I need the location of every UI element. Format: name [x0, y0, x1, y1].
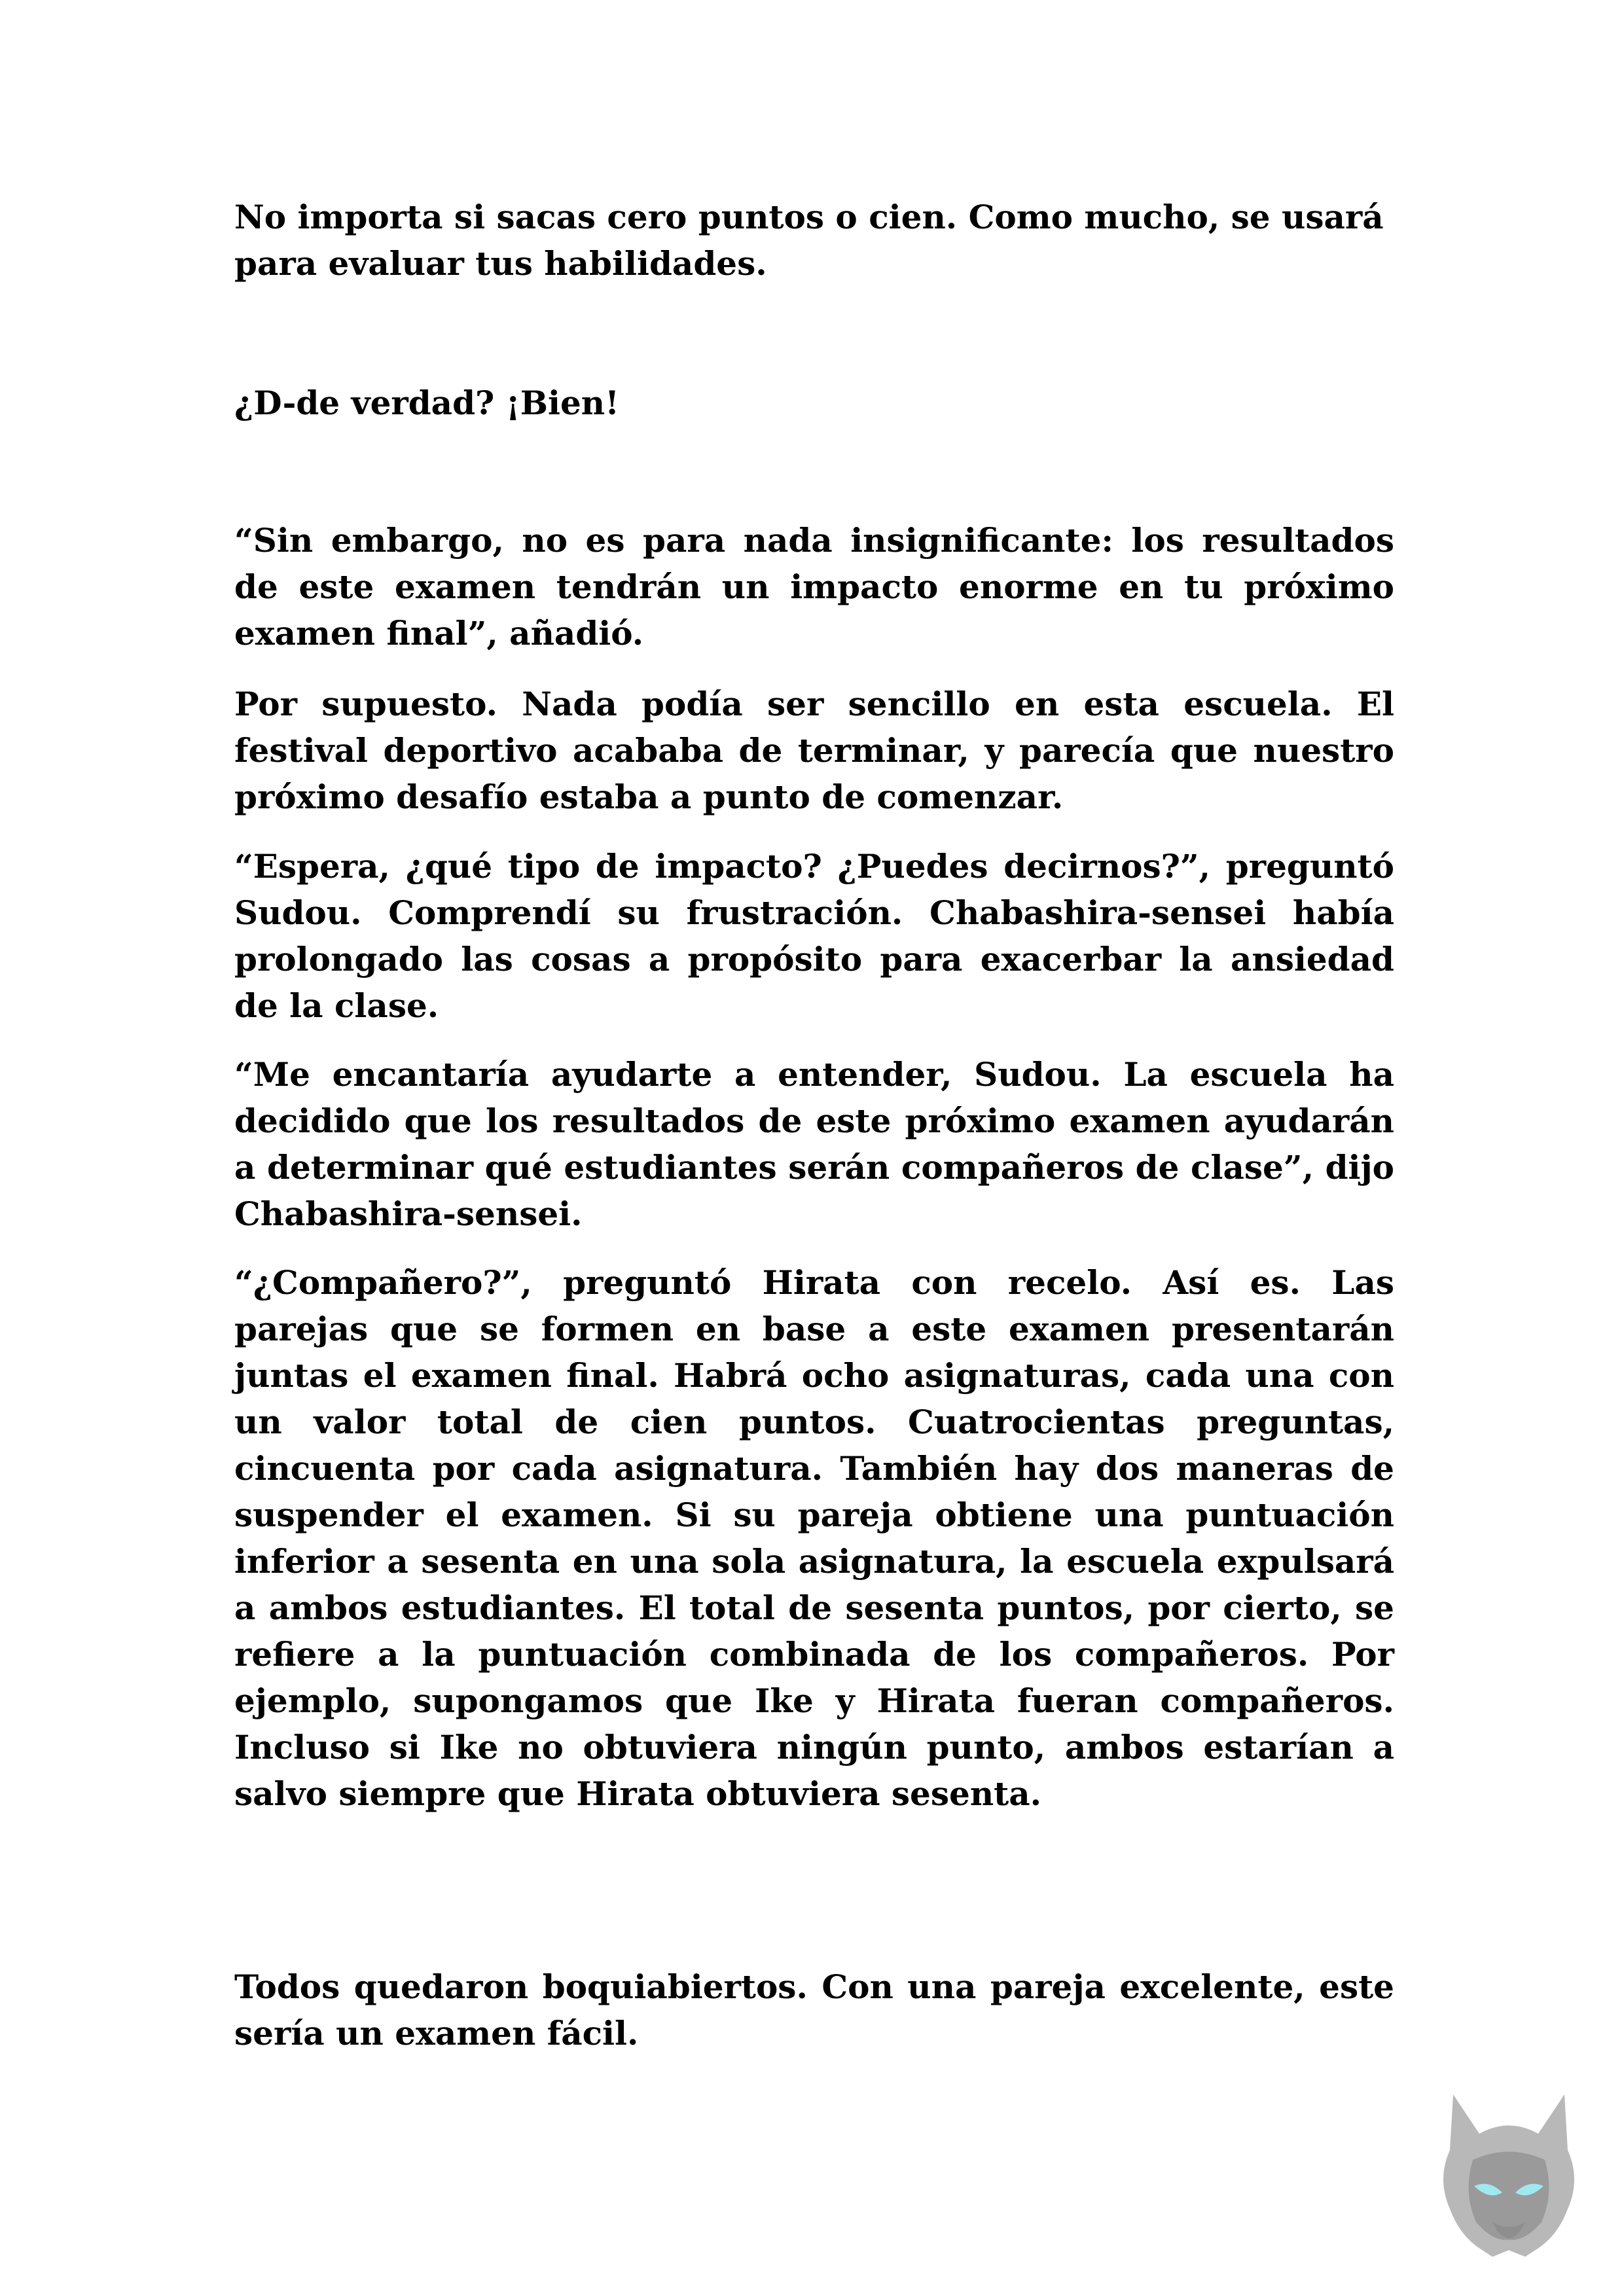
paragraph-2: ¿D-de verdad? ¡Bien! — [234, 384, 620, 422]
paragraph-1: No importa si sacas cero puntos o cien. Como mucho, se usará para evaluar tus habilidades. — [234, 198, 1384, 283]
paragraph-4: Por supuesto. Nada podía ser sencillo en esta escuela. El festival deportivo acababa de terminar, y parecía que nuestro próximo desafío estaba a punto de comenzar. — [234, 685, 1394, 816]
paragraph-8: Todos quedaron boquiabiertos. Con una pareja excelente, este sería un examen fácil. — [234, 1967, 1394, 2053]
paragraph-6: “Me encantaría ayudarte a entender, Sudou. La escuela ha decidido que los resultados de este próximo examen ayudarán a determinar qué estudiantes serán compañeros de clase”, dijo Chabashira-sensei. — [234, 1055, 1394, 1233]
paragraph-5: “Espera, ¿qué tipo de impacto? ¿Puedes decirnos?”, preguntó Sudou. Comprendí su frustración. Chabashira-sensei había prolongado las cosas a propósito para exacerbar la ansiedad de la clase. — [234, 847, 1394, 1025]
paragraph-3: “Sin embargo, no es para nada insignificante: los resultados de este examen tendrán un impacto enorme en tu próximo examen final”, añadió. — [234, 521, 1394, 653]
devil-head-icon — [1434, 2088, 1584, 2258]
paragraph-7: “¿Compañero?”, preguntó Hirata con recelo. Así es. Las parejas que se formen en base a este examen presentarán juntas el examen final. Habrá ocho asignaturas, cada una con un valor total de cien puntos. Cuatrocientas preguntas, cincuenta por cada asignatura. También hay dos maneras de suspender el examen. Si su pareja obtiene una puntuación inferior a sesenta en una sola asignatura, la escuela expulsará a ambos estudiantes. El total de sesenta puntos, por cierto, se refiere a la puntuación combinada de los compañeros. Por ejemplo, supongamos que Ike y Hirata fueran compañeros. Incluso si Ike no obtuviera ningún punto, ambos estarían a salvo siempre que Hirata obtuviera sesenta. — [234, 1263, 1394, 1813]
